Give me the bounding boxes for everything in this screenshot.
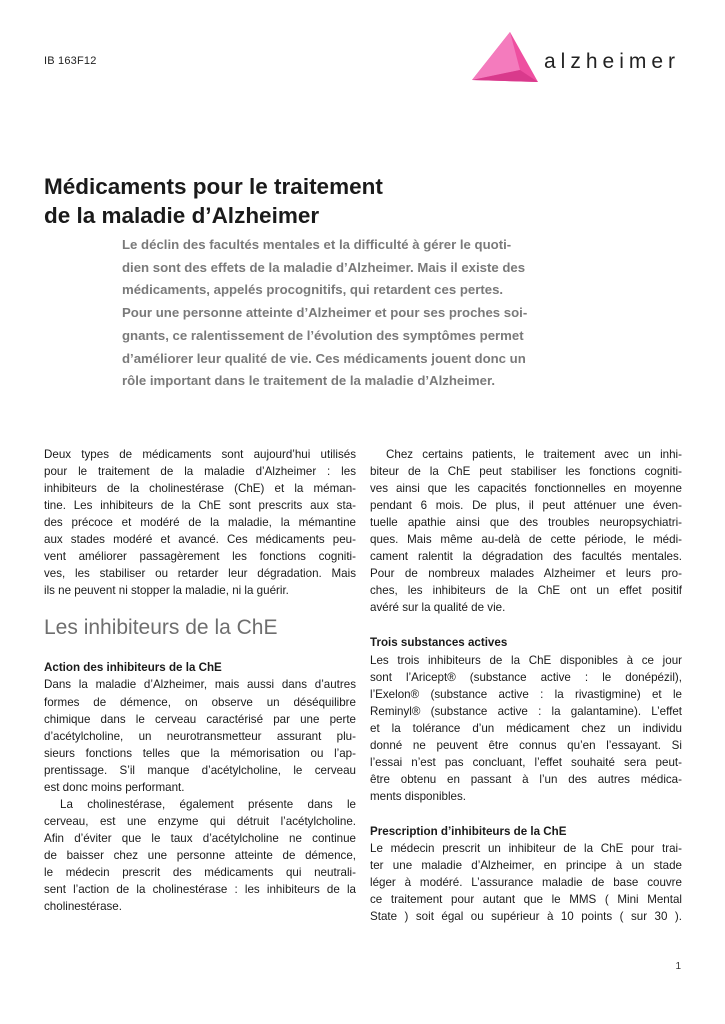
text-line: sent l’action de la cholinestérase : les inhibiteurs de la [44, 883, 356, 897]
lead-paragraph [122, 234, 597, 393]
text-line: Afin d’éviter que le taux d’acétylcholine ne continue [44, 831, 356, 845]
text-line: vent améliorer passagèrement les fonctions cogniti- [44, 550, 356, 564]
text-line: sieurs fonctions telles que la mémorisation ou l’ap- [44, 746, 356, 760]
page-title [44, 172, 604, 230]
text-line: Les trois inhibiteurs de la ChE disponibles à ce jour [370, 653, 682, 667]
text-line: ce traitement pour autant que le MMS ( Mini Mental [370, 893, 682, 907]
text-line: Dans la maladie d’Alzheimer, mais aussi dans d’autres [44, 678, 356, 692]
text-line: ments disponibles. [370, 789, 467, 803]
substances-heading: Trois substances actives [370, 636, 508, 650]
text-line: ves ainsi que les capacités fonctionnelles en moyenne [370, 482, 682, 496]
text-line: prentissage. S’il manque d’acétylcholine, le cerveau [44, 763, 356, 777]
text-line: cholinestérase. [44, 900, 122, 914]
text-line: donné ne peuvent être connus qu’en l’essayant. Si [370, 738, 682, 752]
text-line: aux stades modéré et avancé. Ces médicaments peu- [44, 533, 356, 547]
lead-line: Le déclin des facultés mentales et la difficulté à gérer le quoti- [122, 237, 512, 252]
text-line: de baisser chez une personne atteinte de démence, [44, 848, 356, 862]
text-line: pendant 6 mois. De plus, il peut atténuer une éven- [370, 499, 682, 513]
prescription-paragraph [370, 840, 682, 925]
lead-line: Pour une personne atteinte d’Alzheimer et pour ses proches soi- [122, 305, 528, 321]
text-line: et la tolérance d’un médicament chez un individu [370, 721, 682, 735]
text-line: ter une maladie d’Alzheimer, en principe à un stade [370, 859, 682, 873]
text-line: des précoce et modéré de la maladie, la mémantine [44, 516, 356, 530]
lead-line: dien sont des effets de la maladie d’Alzheimer. Mais il existe des [122, 259, 526, 275]
intro-paragraph [44, 446, 356, 599]
text-line: tuelle apathie ainsi que des troubles neuropsychiatri- [370, 516, 682, 530]
lead-line: d’améliorer leur qualité de vie. Ces médicaments jouent donc un [122, 350, 526, 366]
lead-line: rôle important dans le traitement de la maladie d’Alzheimer. [122, 373, 496, 389]
text-line: Pour de nombreux malades Alzheimer et leurs pro- [370, 567, 682, 581]
text-line: Reminyl® (substance active : la galantamine). L’effet [370, 704, 682, 718]
text-line: léger à modéré. L’assurance maladie de base couvre [370, 876, 682, 890]
text-line: sont l’Aricept® (substance active : le donépézil), [370, 670, 682, 684]
text-line: l’Exelon® (substance active : la rivastigmine) et le [370, 687, 682, 701]
prescription-heading: Prescription d’inhibiteurs de la ChE [370, 824, 567, 838]
text-line: le médecin prescrit des médicaments qui neutrali- [44, 865, 356, 879]
text-line: Chez certains patients, le traitement avec un inhi- [386, 448, 682, 461]
text-line: avéré sur la qualité de vie. [370, 601, 506, 615]
text-line: pour le traitement de la maladie d’Alzheimer : les [44, 465, 356, 479]
text-line: ches, les inhibiteurs de la ChE ont un effet positif [370, 584, 682, 598]
text-line: cament ralentit la dégradation des facultés mentales. [370, 550, 682, 564]
page-number: 1 [675, 961, 681, 972]
alzheimer-logo [470, 30, 690, 90]
action-heading: Action des inhibiteurs de la ChE [44, 661, 222, 675]
text-line: tine. Les inhibiteurs de la ChE sont prescrits aux sta- [44, 499, 356, 513]
stabilise-paragraph [370, 446, 682, 616]
section-heading: Les inhibiteurs de la ChE [44, 616, 278, 640]
text-line: formes de démence, on observe un déséquilibre [44, 695, 356, 709]
document-code: IB 163F12 [44, 55, 97, 67]
text-line: State ) soit égal ou supérieur à 10 points ( sur 30 ). [370, 910, 682, 924]
text-line: l’essai n’est pas concluant, l’effet souhaité sera peut- [370, 755, 682, 769]
title-line: de la maladie d’Alzheimer [44, 203, 320, 228]
text-line: La cholinestérase, également présente dans le [60, 797, 356, 811]
text-line: ils ne peuvent ni stopper la maladie, ni la guérir. [44, 584, 289, 598]
cholinesterase-paragraph [44, 796, 356, 915]
lead-line: gnants, ce ralentissement de l’évolution des symptômes permet [122, 327, 524, 343]
right-column [370, 446, 682, 925]
text-line: inhibiteurs de la cholinestérase (ChE) et la méman- [44, 482, 356, 496]
action-paragraph [44, 676, 356, 795]
text-line: cerveau, est une enzyme qui détruit l’acétylcholine. [44, 814, 356, 828]
text-line: ques. Mais même au-delà de cette période, le médi- [370, 533, 682, 547]
logo-text: alzheimer [544, 50, 681, 73]
text-line: être obtenu en passant à l’un des autres médica- [370, 772, 682, 786]
text-line: Deux types de médicaments sont aujourd’hui utilisés [44, 448, 356, 461]
substances-paragraph [370, 652, 682, 805]
text-line: est donc moins performant. [44, 780, 185, 794]
triangle-logo-icon [470, 30, 540, 88]
lead-line: médicaments, appelés procognitifs, qui retardent ces pertes. [122, 282, 504, 298]
title-line: Médicaments pour le traitement [44, 174, 383, 199]
text-line: ves, les stabiliser ou retarder leur dégradation. Mais [44, 567, 356, 581]
text-line: chimique dans le cerveau caractérisé par une perte [44, 712, 356, 726]
text-line: biteur de la ChE peut stabiliser les fonctions cogniti- [370, 465, 682, 479]
left-column [44, 446, 356, 915]
text-line: d’acétylcholine, un neurotransmetteur assurant plu- [44, 729, 356, 743]
text-line: Le médecin prescrit un inhibiteur de la ChE pour trai- [370, 841, 682, 855]
